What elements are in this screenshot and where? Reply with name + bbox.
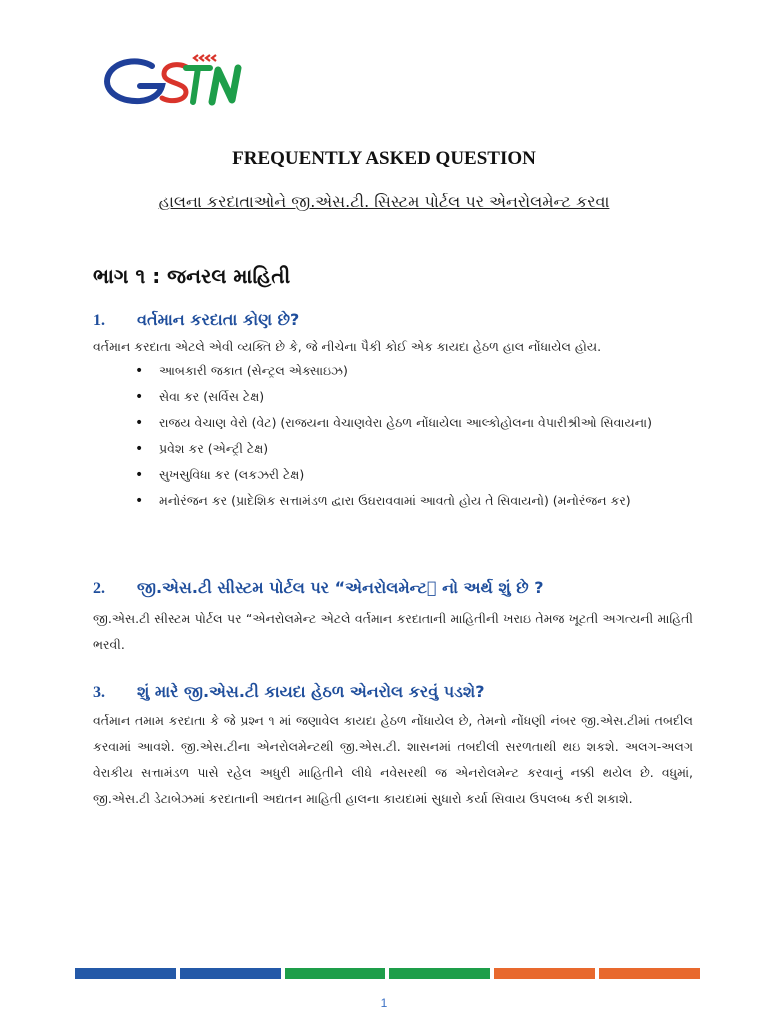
list-item: • પ્રવેશ કર (એન્ટ્રી ટેક્ષ) [93, 436, 693, 462]
footer-bar [494, 968, 595, 979]
gstn-logo-graphic [100, 48, 260, 110]
question-1-answer: વર્તમાન કરદાતા એટલે એવી વ્યક્તિ છે કે, જે નીચેના પૈકી કોઈ એક કાયદા હેઠળ હાલ નોંધાયેલ હોય. [93, 339, 602, 354]
question-number: 3. [93, 684, 105, 701]
part-heading: ભાગ ૧ : જનરલ માહિતી [93, 264, 291, 288]
list-item: • આબકારી જકાત (સેન્ટ્રલ એક્સાઇઝ) [93, 358, 693, 384]
question-text: વર્તમાન કરદાતા કોણ છે? [137, 310, 300, 329]
list-item: • રાજય વેચાણ વેરો (વેટ) (રાજયના વેચાણવેરા હેઠળ નોંધાયેલા આલ્કોહોલના વેપારીશ્રીઓ સિવાયના) [93, 410, 693, 436]
footer-bar [389, 968, 490, 979]
footer-bar [75, 968, 176, 979]
logo-g-shape [107, 61, 162, 101]
logo-t-shape [186, 68, 210, 102]
question-number: 2. [93, 580, 105, 597]
question-text: શું મારે જી.એસ.ટી કાયદા હેઠળ એનરોલ કરવું પડશે? [137, 682, 485, 701]
question-text: જી.એસ.ટી સીસ્ટમ પોર્ટલ પર “એનરોલમેન્ટ  નો અર્થ શું છે ? [137, 578, 544, 597]
footer-bar [285, 968, 386, 979]
question-3-answer: વર્તમાન તમામ કરદાતા કે જે પ્રશ્ન ૧ માં જણાવેલ કાયદા હેઠળ નોંધાયેલ છે, તેમનો નોંધણી નંબર જી.એસ.ટીમાં તબદીલ કરવામાં આવશે. જી.એસ.ટીના એનરોલમેન્ટથી જી.એસ.ટી. શાસનમાં તબદીલી સરળતાથી થઇ શકશે. અલગ-અલગ વેરાકીય સત્તામંડળ પાસે રહેલ અધુરી માહિતીને લીધે નવેસરથી જ એનરોલમેન્ટ કરવાનું નક્કી થયેલ છે. વધુમાં, જી.એસ.ટી ડેટાબેઝમાં કરદાતાની અદ્યતન માહિતી હાલના કાયદામાં સુધારો કર્યા સિવાય ઉપલબ્ધ કરી શકાશે. [93, 713, 693, 806]
question-1-bullet-list [93, 358, 693, 514]
list-item: • મનોરંજન કર (પ્રાદેશિક સત્તામંડળ દ્વારા ઉઘરાવવામાં આવતો હોય તે સિવાયનો) (મનોરંજન કર) [93, 488, 693, 514]
list-item: • સુખસુવિધા કર (લકઝરી ટેક્ષ) [93, 462, 693, 488]
list-item: • સેવા કર (સર્વિસ ટેક્ષ) [93, 384, 693, 410]
footer-color-bars [75, 968, 700, 979]
question-2-answer: જી.એસ.ટી સીસ્ટમ પોર્ટલ પર “એનરોલમેન્ટ એટલે વર્તમાન કરદાતાની માહિતીની ખરાઇ તેમજ ખૂટતી અગત્યની માહિતી ભરવી. [93, 611, 693, 652]
page-subtitle: હાલના કરદાતાઓને જી.એસ.ટી. સિસ્ટમ પોર્ટલ પર એનરોલમેન્ટ કરવા [158, 192, 610, 211]
page-number: 1 [380, 996, 388, 1010]
footer-bar [599, 968, 700, 979]
question-number: 1. [93, 312, 105, 329]
question-2-heading [93, 578, 543, 598]
question-3-heading [93, 682, 485, 702]
logo-n-shape [212, 68, 238, 102]
question-1-heading [93, 310, 299, 330]
logo-chevrons-icon [194, 55, 216, 61]
footer-bar [180, 968, 281, 979]
gstn-logo [100, 48, 260, 110]
page-title: FREQUENTLY ASKED QUESTION [232, 148, 536, 169]
